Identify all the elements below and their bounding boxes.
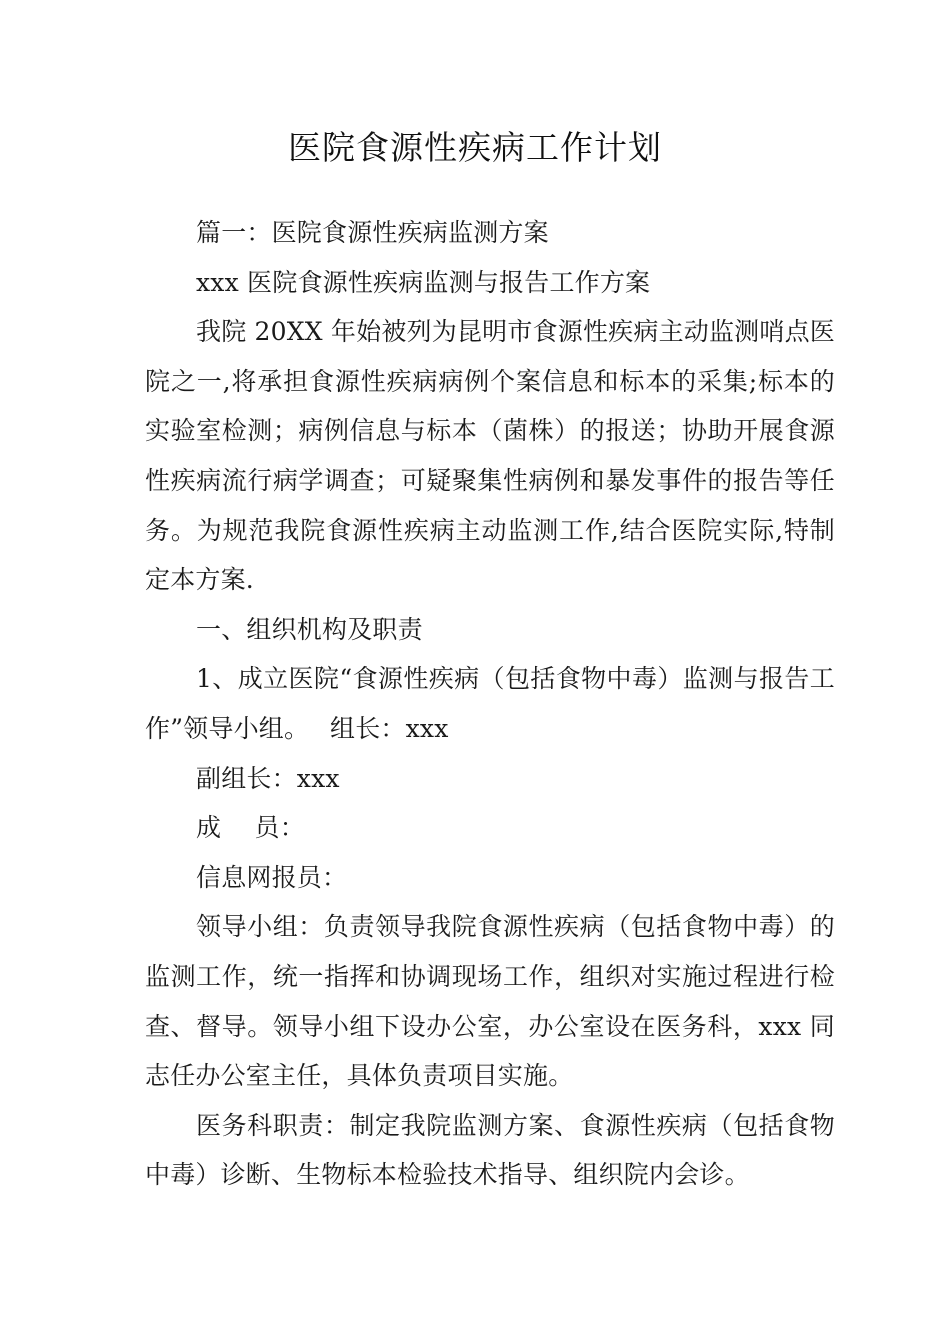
paragraph-medical-dept-duties: 医务科职责：制定我院监测方案、食源性疾病（包括食物中毒）诊断、生物标本检验技术指导、组织院内会诊。 (145, 1110, 835, 1190)
paragraph-section-heading: 篇一：医院食源性疾病监测方案 (196, 218, 549, 247)
document-title: 医院食源性疾病工作计划 (288, 128, 662, 168)
paragraph-plan-title: xxx 医院食源性疾病监测与报告工作方案 (196, 267, 651, 297)
document-body (145, 208, 835, 1200)
paragraph-info-reporter: 信息网报员： (196, 862, 348, 892)
paragraph-org-heading: 一、组织机构及职责 (196, 614, 423, 644)
paragraph-group-duties: 领导小组：负责领导我院食源性疾病（包括食物中毒）的监测工作，统一指挥和协调现场工作，组织对实施过程进行检查、督导。领导小组下设办公室，办公室设在医务科，xxx 同志任办公室主任，具体负责项目实施。 (145, 912, 835, 1091)
paragraph-members: 成 员： (196, 813, 305, 843)
paragraph-deputy-leader: 副组长：xxx (196, 763, 340, 793)
paragraph-intro: 我院 20XX 年始被列为昆明市食源性疾病主动监测哨点医院之一,将承担食源性疾病病例个案信息和标本的采集;标本的实验室检测；病例信息与标本（菌株）的报送；协助开展食源性疾病流行病学调查；可疑聚集性病例和暴发事件的报告等任务。为规范我院食源性疾病主动监测工作,结合医院实际,特制定本方案. (145, 317, 835, 595)
paragraph-leadership-group: 1、成立医院“食源性疾病（包括食物中毒）监测与报告工作”领导小组。 组长：xxx (145, 664, 835, 743)
